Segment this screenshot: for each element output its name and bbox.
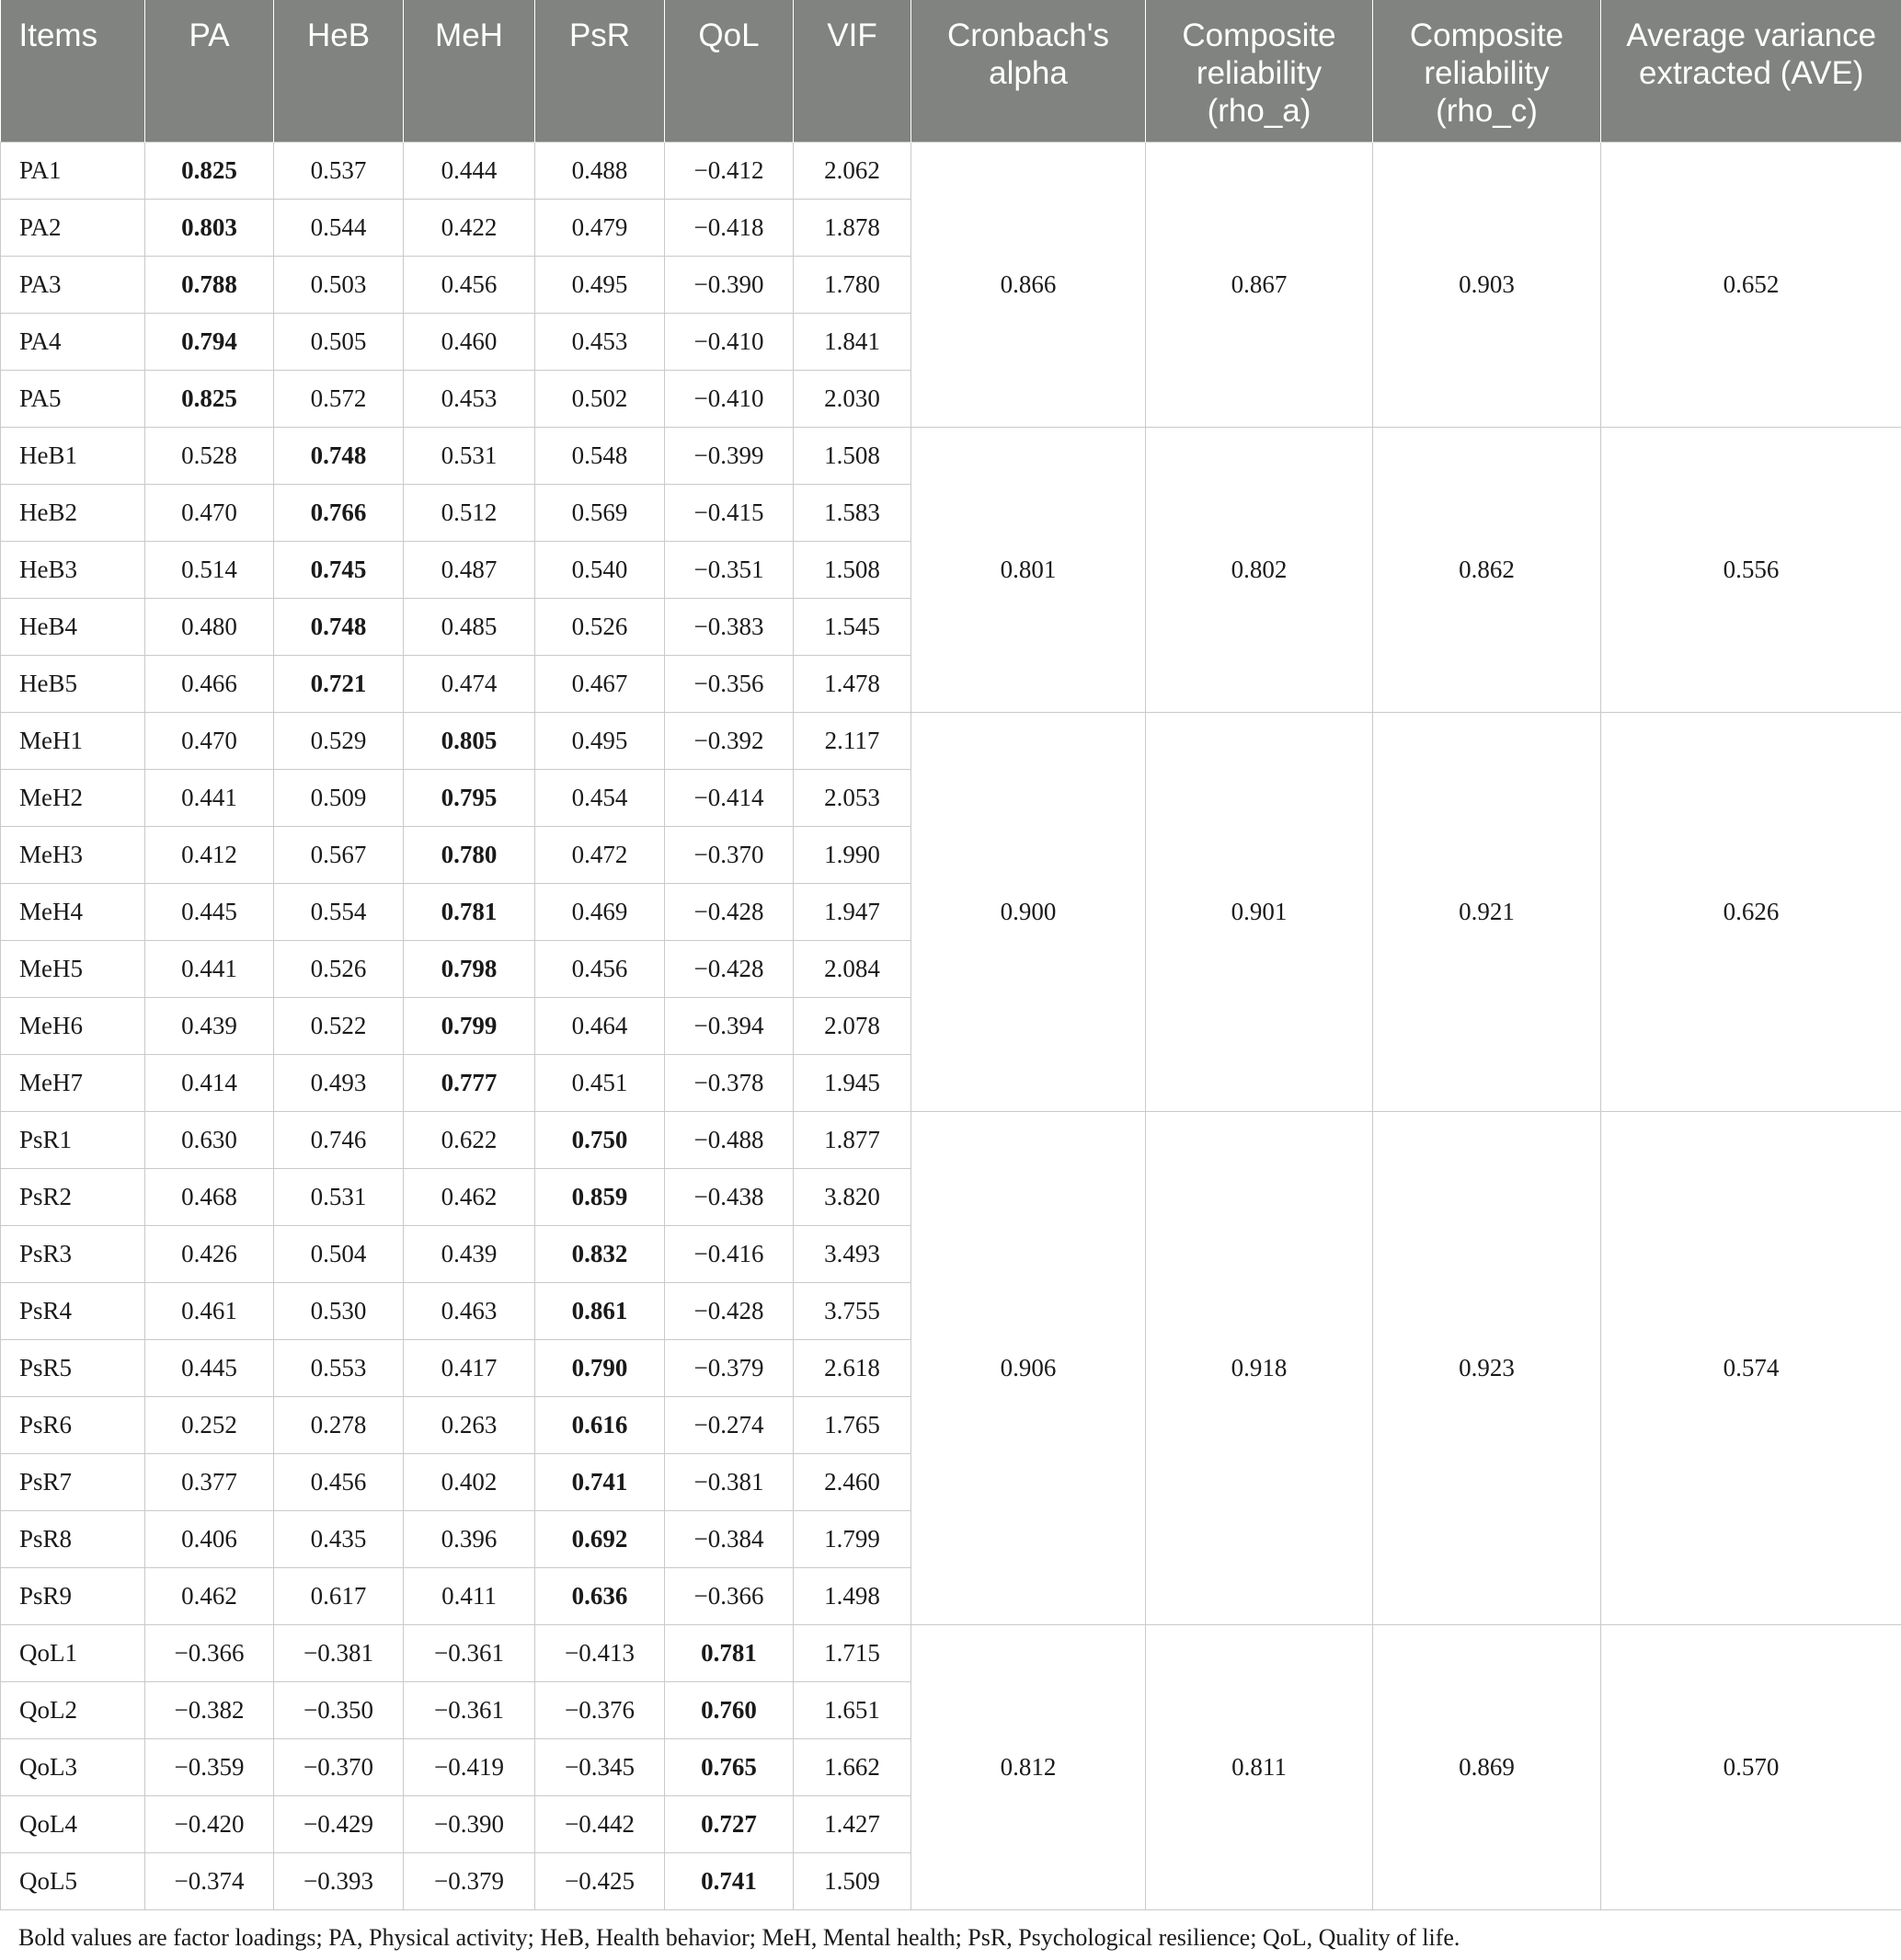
item-cell: PsR3: [1, 1225, 145, 1282]
item-cell: PsR8: [1, 1510, 145, 1567]
ave-cell: 0.570: [1601, 1624, 1901, 1909]
column-header: Composite reliability (rho_c): [1373, 0, 1601, 142]
factor-loading-cell: 0.636: [535, 1567, 665, 1624]
item-cell: QoL3: [1, 1738, 145, 1795]
value-cell: −0.393: [274, 1852, 404, 1909]
value-cell: 0.544: [274, 199, 404, 256]
value-cell: 0.569: [535, 484, 665, 541]
item-cell: PsR1: [1, 1111, 145, 1168]
value-cell: −0.413: [535, 1624, 665, 1681]
value-cell: 0.441: [145, 940, 274, 997]
value-cell: 0.495: [535, 256, 665, 313]
factor-loading-cell: 0.859: [535, 1168, 665, 1225]
value-cell: 0.567: [274, 826, 404, 883]
factor-loading-cell: 0.748: [274, 598, 404, 655]
value-cell: 0.470: [145, 712, 274, 769]
value-cell: 0.503: [274, 256, 404, 313]
factor-loading-cell: 0.861: [535, 1282, 665, 1339]
rho_c-cell: 0.903: [1373, 142, 1601, 427]
value-cell: 0.474: [404, 655, 535, 712]
value-cell: 0.466: [145, 655, 274, 712]
factor-loading-cell: 0.832: [535, 1225, 665, 1282]
value-cell: 0.493: [274, 1054, 404, 1111]
item-cell: PsR4: [1, 1282, 145, 1339]
value-cell: 0.522: [274, 997, 404, 1054]
value-cell: −0.416: [665, 1225, 794, 1282]
item-cell: MeH5: [1, 940, 145, 997]
value-cell: −0.370: [274, 1738, 404, 1795]
item-cell: MeH4: [1, 883, 145, 940]
value-cell: 0.453: [535, 313, 665, 370]
item-cell: PA3: [1, 256, 145, 313]
value-cell: −0.350: [274, 1681, 404, 1738]
item-cell: PsR2: [1, 1168, 145, 1225]
value-cell: 0.444: [404, 142, 535, 199]
value-cell: 0.531: [274, 1168, 404, 1225]
table-row: [1, 427, 1901, 484]
table-row: [1, 142, 1901, 199]
column-header: HeB: [274, 0, 404, 142]
rho_a-cell: 0.867: [1146, 142, 1373, 427]
value-cell: 1.715: [794, 1624, 911, 1681]
rho_c-cell: 0.869: [1373, 1624, 1601, 1909]
ave-cell: 0.574: [1601, 1111, 1901, 1624]
factor-loading-cell: 0.805: [404, 712, 535, 769]
value-cell: 0.252: [145, 1396, 274, 1453]
rho_a-cell: 0.802: [1146, 427, 1373, 712]
factor-loading-cell: 0.741: [665, 1852, 794, 1909]
value-cell: −0.361: [404, 1681, 535, 1738]
value-cell: −0.383: [665, 598, 794, 655]
item-cell: PsR7: [1, 1453, 145, 1510]
value-cell: 2.618: [794, 1339, 911, 1396]
item-cell: PA2: [1, 199, 145, 256]
item-cell: HeB4: [1, 598, 145, 655]
value-cell: −0.399: [665, 427, 794, 484]
factor-loading-cell: 0.616: [535, 1396, 665, 1453]
value-cell: 0.411: [404, 1567, 535, 1624]
rho_a-cell: 0.811: [1146, 1624, 1373, 1909]
table-row: [1, 1624, 1901, 1681]
item-cell: MeH1: [1, 712, 145, 769]
factor-loading-cell: 0.825: [145, 370, 274, 427]
value-cell: 1.990: [794, 826, 911, 883]
value-cell: −0.412: [665, 142, 794, 199]
value-cell: −0.418: [665, 199, 794, 256]
value-cell: −0.415: [665, 484, 794, 541]
value-cell: 0.540: [535, 541, 665, 598]
value-cell: 0.617: [274, 1567, 404, 1624]
factor-loading-cell: 0.798: [404, 940, 535, 997]
value-cell: 0.531: [404, 427, 535, 484]
value-cell: 0.537: [274, 142, 404, 199]
value-cell: 3.755: [794, 1282, 911, 1339]
item-cell: MeH3: [1, 826, 145, 883]
value-cell: 2.030: [794, 370, 911, 427]
item-cell: PA5: [1, 370, 145, 427]
value-cell: 2.084: [794, 940, 911, 997]
value-cell: −0.379: [665, 1339, 794, 1396]
value-cell: −0.345: [535, 1738, 665, 1795]
column-header: PsR: [535, 0, 665, 142]
value-cell: 0.464: [535, 997, 665, 1054]
item-cell: PA1: [1, 142, 145, 199]
value-cell: 0.509: [274, 769, 404, 826]
column-header: Average variance extracted (AVE): [1601, 0, 1901, 142]
item-cell: MeH7: [1, 1054, 145, 1111]
table-body: [1, 142, 1901, 1909]
value-cell: 0.263: [404, 1396, 535, 1453]
value-cell: 0.530: [274, 1282, 404, 1339]
value-cell: −0.370: [665, 826, 794, 883]
factor-loading-cell: 0.727: [665, 1795, 794, 1852]
value-cell: 2.117: [794, 712, 911, 769]
value-cell: −0.392: [665, 712, 794, 769]
value-cell: 0.528: [145, 427, 274, 484]
value-cell: −0.425: [535, 1852, 665, 1909]
value-cell: −0.390: [665, 256, 794, 313]
value-cell: 0.396: [404, 1510, 535, 1567]
value-cell: 1.947: [794, 883, 911, 940]
value-cell: 0.487: [404, 541, 535, 598]
value-cell: −0.381: [665, 1453, 794, 1510]
value-cell: −0.381: [274, 1624, 404, 1681]
value-cell: 0.406: [145, 1510, 274, 1567]
factor-loading-cell: 0.803: [145, 199, 274, 256]
factor-loading-cell: 0.795: [404, 769, 535, 826]
alpha-cell: 0.900: [911, 712, 1146, 1111]
value-cell: 0.554: [274, 883, 404, 940]
item-cell: QoL5: [1, 1852, 145, 1909]
value-cell: −0.366: [145, 1624, 274, 1681]
value-cell: −0.374: [145, 1852, 274, 1909]
factor-loading-cell: 0.781: [404, 883, 535, 940]
value-cell: −0.351: [665, 541, 794, 598]
item-cell: HeB3: [1, 541, 145, 598]
item-cell: QoL4: [1, 1795, 145, 1852]
value-cell: 3.820: [794, 1168, 911, 1225]
value-cell: 0.514: [145, 541, 274, 598]
value-cell: −0.394: [665, 997, 794, 1054]
value-cell: 0.572: [274, 370, 404, 427]
value-cell: 0.414: [145, 1054, 274, 1111]
value-cell: 0.451: [535, 1054, 665, 1111]
alpha-cell: 0.906: [911, 1111, 1146, 1624]
rho_a-cell: 0.918: [1146, 1111, 1373, 1624]
value-cell: 0.417: [404, 1339, 535, 1396]
value-cell: 0.454: [535, 769, 665, 826]
value-cell: 0.456: [404, 256, 535, 313]
alpha-cell: 0.812: [911, 1624, 1146, 1909]
column-header: PA: [145, 0, 274, 142]
value-cell: −0.429: [274, 1795, 404, 1852]
value-cell: 0.746: [274, 1111, 404, 1168]
value-cell: 0.485: [404, 598, 535, 655]
value-cell: 0.461: [145, 1282, 274, 1339]
value-cell: −0.428: [665, 1282, 794, 1339]
value-cell: 1.799: [794, 1510, 911, 1567]
ave-cell: 0.626: [1601, 712, 1901, 1111]
table-footnote: Bold values are factor loadings; PA, Physical activity; HeB, Health behavior; MeH, Mental health; PsR, Psychological resilience; QoL, Quality of life.: [18, 1924, 1460, 1951]
value-cell: 1.945: [794, 1054, 911, 1111]
value-cell: 1.545: [794, 598, 911, 655]
value-cell: −0.488: [665, 1111, 794, 1168]
value-cell: 3.493: [794, 1225, 911, 1282]
value-cell: 0.441: [145, 769, 274, 826]
value-cell: −0.366: [665, 1567, 794, 1624]
value-cell: 1.427: [794, 1795, 911, 1852]
value-cell: 0.548: [535, 427, 665, 484]
value-cell: 0.526: [274, 940, 404, 997]
value-cell: −0.419: [404, 1738, 535, 1795]
value-cell: 0.495: [535, 712, 665, 769]
value-cell: 0.453: [404, 370, 535, 427]
value-cell: 0.426: [145, 1225, 274, 1282]
value-cell: 1.651: [794, 1681, 911, 1738]
value-cell: 1.662: [794, 1738, 911, 1795]
column-header: QoL: [665, 0, 794, 142]
alpha-cell: 0.801: [911, 427, 1146, 712]
factor-loading-cell: 0.780: [404, 826, 535, 883]
value-cell: −0.414: [665, 769, 794, 826]
item-cell: HeB5: [1, 655, 145, 712]
factor-loading-cell: 0.765: [665, 1738, 794, 1795]
value-cell: 2.053: [794, 769, 911, 826]
value-cell: 0.469: [535, 883, 665, 940]
value-cell: −0.379: [404, 1852, 535, 1909]
value-cell: 0.630: [145, 1111, 274, 1168]
table-row: [1, 1111, 1901, 1168]
value-cell: −0.410: [665, 313, 794, 370]
value-cell: 0.553: [274, 1339, 404, 1396]
item-cell: QoL2: [1, 1681, 145, 1738]
value-cell: 0.488: [535, 142, 665, 199]
item-cell: PsR6: [1, 1396, 145, 1453]
value-cell: 0.470: [145, 484, 274, 541]
value-cell: 0.526: [535, 598, 665, 655]
factor-loading-cell: 0.777: [404, 1054, 535, 1111]
item-cell: PsR9: [1, 1567, 145, 1624]
value-cell: 0.456: [535, 940, 665, 997]
value-cell: 1.765: [794, 1396, 911, 1453]
ave-cell: 0.652: [1601, 142, 1901, 427]
value-cell: 2.062: [794, 142, 911, 199]
item-cell: HeB2: [1, 484, 145, 541]
value-cell: 0.467: [535, 655, 665, 712]
value-cell: 0.435: [274, 1510, 404, 1567]
value-cell: −0.274: [665, 1396, 794, 1453]
value-cell: −0.378: [665, 1054, 794, 1111]
value-cell: 0.472: [535, 826, 665, 883]
ave-cell: 0.556: [1601, 427, 1901, 712]
column-header: Items: [1, 0, 145, 142]
factor-loading-cell: 0.750: [535, 1111, 665, 1168]
value-cell: 0.402: [404, 1453, 535, 1510]
value-cell: 2.078: [794, 997, 911, 1054]
value-cell: 1.508: [794, 427, 911, 484]
value-cell: −0.438: [665, 1168, 794, 1225]
value-cell: −0.382: [145, 1681, 274, 1738]
value-cell: −0.442: [535, 1795, 665, 1852]
value-cell: 0.439: [145, 997, 274, 1054]
factor-loading-cell: 0.766: [274, 484, 404, 541]
value-cell: 0.278: [274, 1396, 404, 1453]
alpha-cell: 0.866: [911, 142, 1146, 427]
factor-loading-cell: 0.760: [665, 1681, 794, 1738]
value-cell: 0.479: [535, 199, 665, 256]
item-cell: PsR5: [1, 1339, 145, 1396]
column-header: VIF: [794, 0, 911, 142]
value-cell: 0.422: [404, 199, 535, 256]
value-cell: 1.509: [794, 1852, 911, 1909]
value-cell: 1.508: [794, 541, 911, 598]
factor-loading-cell: 0.741: [535, 1453, 665, 1510]
column-header: MeH: [404, 0, 535, 142]
factor-loading-cell: 0.790: [535, 1339, 665, 1396]
table-row: [1, 712, 1901, 769]
factor-loading-cell: 0.825: [145, 142, 274, 199]
value-cell: 0.445: [145, 883, 274, 940]
value-cell: −0.428: [665, 883, 794, 940]
item-cell: QoL1: [1, 1624, 145, 1681]
factor-loading-cell: 0.745: [274, 541, 404, 598]
item-cell: MeH2: [1, 769, 145, 826]
factor-loading-cell: 0.721: [274, 655, 404, 712]
value-cell: 0.439: [404, 1225, 535, 1282]
value-cell: −0.410: [665, 370, 794, 427]
value-cell: −0.390: [404, 1795, 535, 1852]
value-cell: 1.583: [794, 484, 911, 541]
value-cell: −0.361: [404, 1624, 535, 1681]
value-cell: 2.460: [794, 1453, 911, 1510]
value-cell: −0.420: [145, 1795, 274, 1852]
value-cell: 0.462: [145, 1567, 274, 1624]
value-cell: 0.462: [404, 1168, 535, 1225]
value-cell: 0.445: [145, 1339, 274, 1396]
value-cell: 0.502: [535, 370, 665, 427]
rho_c-cell: 0.921: [1373, 712, 1601, 1111]
value-cell: 0.512: [404, 484, 535, 541]
value-cell: −0.356: [665, 655, 794, 712]
factor-loading-cell: 0.788: [145, 256, 274, 313]
factor-loading-cell: 0.781: [665, 1624, 794, 1681]
column-header: Composite reliability (rho_a): [1146, 0, 1373, 142]
value-cell: 1.780: [794, 256, 911, 313]
value-cell: 0.377: [145, 1453, 274, 1510]
value-cell: −0.384: [665, 1510, 794, 1567]
value-cell: 1.877: [794, 1111, 911, 1168]
rho_c-cell: 0.862: [1373, 427, 1601, 712]
value-cell: 0.412: [145, 826, 274, 883]
value-cell: −0.376: [535, 1681, 665, 1738]
value-cell: 0.468: [145, 1168, 274, 1225]
value-cell: 0.463: [404, 1282, 535, 1339]
factor-loading-cell: 0.748: [274, 427, 404, 484]
factor-loading-cell: 0.692: [535, 1510, 665, 1567]
factor-loading-cell: 0.799: [404, 997, 535, 1054]
value-cell: 1.878: [794, 199, 911, 256]
value-cell: 1.498: [794, 1567, 911, 1624]
header-row: [1, 0, 1901, 142]
column-header: Cronbach's alpha: [911, 0, 1146, 142]
value-cell: 1.841: [794, 313, 911, 370]
rho_c-cell: 0.923: [1373, 1111, 1601, 1624]
value-cell: 0.504: [274, 1225, 404, 1282]
value-cell: 0.505: [274, 313, 404, 370]
item-cell: HeB1: [1, 427, 145, 484]
value-cell: 0.622: [404, 1111, 535, 1168]
value-cell: 0.460: [404, 313, 535, 370]
item-cell: PA4: [1, 313, 145, 370]
value-cell: 0.480: [145, 598, 274, 655]
value-cell: 0.456: [274, 1453, 404, 1510]
value-cell: 0.529: [274, 712, 404, 769]
item-cell: MeH6: [1, 997, 145, 1054]
factor-loading-cell: 0.794: [145, 313, 274, 370]
value-cell: 1.478: [794, 655, 911, 712]
rho_a-cell: 0.901: [1146, 712, 1373, 1111]
value-cell: −0.359: [145, 1738, 274, 1795]
value-cell: −0.428: [665, 940, 794, 997]
